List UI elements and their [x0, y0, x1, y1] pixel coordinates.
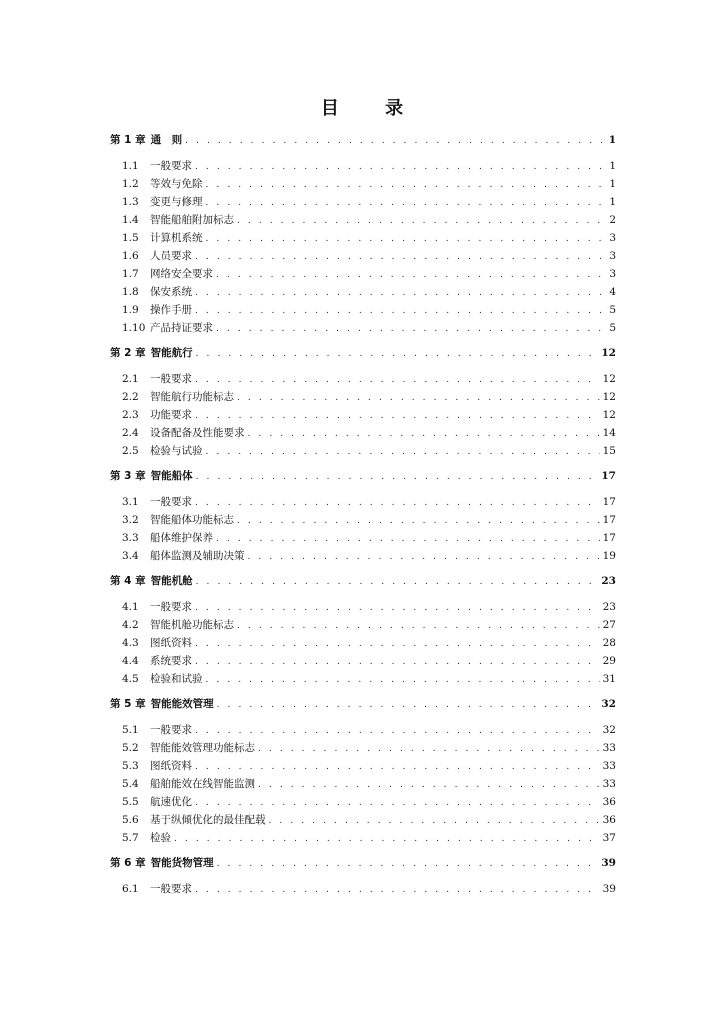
- section-number: 1.10: [122, 322, 146, 334]
- section-number: 5.4: [122, 778, 139, 790]
- section-title: 船体监测及辅助决策: [150, 550, 245, 562]
- toc-chapter-entry[interactable]: [110, 575, 616, 588]
- section-page-number: 1: [609, 160, 616, 172]
- section-page-number: 12: [602, 409, 616, 421]
- chapter-number: 第 2 章: [110, 347, 146, 359]
- section-number: 4.4: [122, 655, 139, 667]
- chapter-title: 智能能效管理: [150, 698, 214, 710]
- section-number: 4.1: [122, 601, 139, 613]
- dot-leader: [195, 161, 606, 174]
- chapter-title: 智能船体: [150, 470, 193, 482]
- dot-leader: [195, 410, 600, 423]
- section-title: 一般要求: [150, 373, 192, 385]
- section-title: 等效与免除: [150, 178, 203, 190]
- section-page-number: 4: [609, 286, 616, 298]
- section-page-number: 32: [602, 724, 616, 736]
- dot-leader: [216, 323, 606, 336]
- dot-leader: [195, 638, 600, 651]
- chapter-title: 智能货物管理: [150, 857, 214, 869]
- section-title: 图纸资料: [150, 637, 192, 649]
- section-page-number: 29: [602, 655, 616, 667]
- toc-section-entry[interactable]: [110, 514, 616, 527]
- toc-section-entry[interactable]: [110, 178, 616, 191]
- chapter-page-number: 1: [608, 134, 616, 146]
- dot-leader: [217, 858, 599, 871]
- toc-section-entry[interactable]: [110, 427, 616, 440]
- section-page-number: 19: [602, 550, 616, 562]
- section-page-number: 14: [602, 427, 616, 439]
- toc-chapter-entry[interactable]: [110, 347, 616, 360]
- chapter-number: 第 4 章: [110, 575, 146, 587]
- section-number: 3.3: [122, 532, 139, 544]
- toc-section-entry[interactable]: [110, 391, 616, 404]
- section-number: 2.1: [122, 373, 139, 385]
- dot-leader: [216, 533, 600, 546]
- section-number: 2.2: [122, 391, 139, 403]
- section-title: 功能要求: [150, 409, 192, 421]
- chapter-page-number: 12: [601, 347, 616, 359]
- dot-leader: [217, 699, 599, 712]
- toc-section-entry[interactable]: [110, 268, 616, 281]
- dot-leader: [195, 287, 606, 300]
- section-title: 船舶能效在线智能监测: [150, 778, 255, 790]
- section-page-number: 33: [602, 742, 616, 754]
- section-title: 一般要求: [150, 160, 192, 172]
- toc-section-entry[interactable]: [110, 742, 616, 755]
- toc-section-entry[interactable]: [110, 304, 616, 317]
- toc-section-entry[interactable]: [110, 250, 616, 263]
- toc-chapter-entry[interactable]: [110, 698, 616, 711]
- toc-section-entry[interactable]: [110, 655, 616, 668]
- dot-leader: [206, 446, 600, 459]
- dot-leader: [195, 602, 600, 615]
- dot-leader: [216, 269, 606, 282]
- chapter-title: 智能航行: [150, 347, 193, 359]
- section-page-number: 12: [602, 391, 616, 403]
- toc-section-entry[interactable]: [110, 286, 616, 299]
- section-page-number: 36: [602, 814, 616, 826]
- chapter-page-number: 23: [601, 575, 616, 587]
- toc-section-entry[interactable]: [110, 196, 616, 209]
- dot-leader: [195, 374, 600, 387]
- section-number: 1.9: [122, 304, 139, 316]
- section-title: 检验与试验: [150, 445, 203, 457]
- chapter-page-number: 39: [601, 857, 616, 869]
- section-number: 1.3: [122, 196, 139, 208]
- section-title: 一般要求: [150, 496, 192, 508]
- section-number: 5.5: [122, 796, 139, 808]
- chapter-page-number: 17: [601, 470, 616, 482]
- toc-section-entry[interactable]: [110, 883, 616, 896]
- dot-leader: [206, 179, 607, 192]
- section-title: 智能能效管理功能标志: [150, 742, 255, 754]
- dot-leader: [248, 428, 600, 441]
- toc-section-entry[interactable]: [110, 760, 616, 773]
- section-title: 船体维护保养: [150, 532, 213, 544]
- dot-leader: [195, 761, 600, 774]
- section-number: 4.3: [122, 637, 139, 649]
- section-number: 5.7: [122, 832, 139, 844]
- section-page-number: 17: [602, 532, 616, 544]
- section-title: 智能船舶附加标志: [150, 214, 234, 226]
- section-page-number: 17: [602, 514, 616, 526]
- section-number: 3.2: [122, 514, 139, 526]
- dot-leader: [237, 515, 600, 528]
- toc-section-entry[interactable]: [110, 673, 616, 686]
- chapter-number: 第 6 章: [110, 857, 146, 869]
- toc-section-entry[interactable]: [110, 532, 616, 545]
- section-number: 1.4: [122, 214, 139, 226]
- dot-leader: [195, 656, 600, 669]
- section-page-number: 17: [602, 496, 616, 508]
- section-number: 5.1: [122, 724, 139, 736]
- section-number: 1.7: [122, 268, 139, 280]
- chapter-number: 第 1 章: [110, 134, 146, 146]
- dot-leader: [195, 725, 600, 738]
- toc-section-entry[interactable]: [110, 445, 616, 458]
- section-title: 智能机舱功能标志: [150, 619, 234, 631]
- toc-section-entry[interactable]: [110, 214, 616, 227]
- dot-leader: [269, 815, 600, 828]
- section-page-number: 37: [602, 832, 616, 844]
- section-page-number: 5: [609, 322, 616, 334]
- dot-leader: [258, 779, 600, 792]
- section-number: 1.6: [122, 250, 139, 262]
- chapter-number: 第 5 章: [110, 698, 146, 710]
- dot-leader: [195, 797, 600, 810]
- toc-section-entry[interactable]: [110, 796, 616, 809]
- toc-section-entry[interactable]: [110, 160, 616, 173]
- chapter-title: 通 则: [150, 134, 183, 146]
- section-title: 智能航行功能标志: [150, 391, 234, 403]
- toc-section-entry[interactable]: [110, 601, 616, 614]
- section-title: 图纸资料: [150, 760, 192, 772]
- section-title: 系统要求: [150, 655, 192, 667]
- section-number: 5.3: [122, 760, 139, 772]
- dot-leader: [206, 674, 600, 687]
- section-title: 一般要求: [150, 601, 192, 613]
- section-page-number: 23: [602, 601, 616, 613]
- section-number: 6.1: [122, 883, 139, 895]
- dot-leader: [174, 833, 600, 846]
- section-number: 2.5: [122, 445, 139, 457]
- dot-leader: [196, 576, 599, 589]
- toc-section-entry[interactable]: [110, 832, 616, 845]
- chapter-title: 智能机舱: [150, 575, 193, 587]
- toc-section-entry[interactable]: [110, 814, 616, 827]
- toc-section-entry[interactable]: [110, 232, 616, 245]
- toc-section-entry[interactable]: [110, 322, 616, 335]
- section-page-number: 12: [602, 373, 616, 385]
- section-title: 变更与修理: [150, 196, 203, 208]
- section-number: 4.5: [122, 673, 139, 685]
- dot-leader: [195, 497, 600, 510]
- chapter-number: 第 3 章: [110, 470, 146, 482]
- toc-section-entry[interactable]: [110, 496, 616, 509]
- section-number: 5.6: [122, 814, 139, 826]
- section-page-number: 3: [609, 250, 616, 262]
- toc-chapter-entry[interactable]: [110, 470, 616, 483]
- section-number: 2.3: [122, 409, 139, 421]
- section-number: 5.2: [122, 742, 139, 754]
- section-title: 一般要求: [150, 724, 192, 736]
- section-number: 1.1: [122, 160, 139, 172]
- toc-section-entry[interactable]: [110, 550, 616, 563]
- toc-section-entry[interactable]: [110, 409, 616, 422]
- toc-section-entry[interactable]: [110, 637, 616, 650]
- section-number: 1.2: [122, 178, 139, 190]
- page-title: 目 录: [320, 98, 424, 119]
- section-page-number: 39: [602, 883, 616, 895]
- dot-leader: [195, 884, 600, 897]
- toc-chapter-entry[interactable]: [110, 857, 616, 870]
- toc-section-entry[interactable]: [110, 619, 616, 632]
- section-title: 计算机系统: [150, 232, 203, 244]
- section-title: 基于纵倾优化的最佳配载: [150, 814, 266, 826]
- section-number: 2.4: [122, 427, 139, 439]
- section-page-number: 1: [609, 178, 616, 190]
- section-title: 操作手册: [150, 304, 192, 316]
- dot-leader: [185, 135, 606, 148]
- section-page-number: 28: [602, 637, 616, 649]
- section-title: 设备配备及性能要求: [150, 427, 245, 439]
- section-number: 3.4: [122, 550, 139, 562]
- table-of-contents: [110, 134, 616, 908]
- section-title: 智能船体功能标志: [150, 514, 234, 526]
- section-page-number: 15: [602, 445, 616, 457]
- section-title: 检验和试验: [150, 673, 203, 685]
- section-page-number: 31: [602, 673, 616, 685]
- section-page-number: 27: [602, 619, 616, 631]
- section-page-number: 2: [609, 214, 616, 226]
- section-title: 人员要求: [150, 250, 192, 262]
- section-page-number: 3: [609, 232, 616, 244]
- toc-chapter-entry[interactable]: [110, 134, 616, 147]
- section-page-number: 33: [602, 778, 616, 790]
- section-number: 4.2: [122, 619, 139, 631]
- dot-leader: [237, 392, 600, 405]
- toc-section-entry[interactable]: [110, 724, 616, 737]
- section-page-number: 5: [609, 304, 616, 316]
- section-page-number: 33: [602, 760, 616, 772]
- dot-leader: [195, 251, 606, 264]
- dot-leader: [195, 305, 606, 318]
- dot-leader: [237, 215, 606, 228]
- section-page-number: 36: [602, 796, 616, 808]
- section-page-number: 3: [609, 268, 616, 280]
- section-title: 网络安全要求: [150, 268, 213, 280]
- dot-leader: [196, 348, 599, 361]
- section-title: 产品持证要求: [150, 322, 213, 334]
- section-title: 一般要求: [150, 883, 192, 895]
- dot-leader: [237, 620, 600, 633]
- dot-leader: [196, 471, 599, 484]
- section-title: 航速优化: [150, 796, 192, 808]
- section-title: 检验: [150, 832, 171, 844]
- toc-section-entry[interactable]: [110, 778, 616, 791]
- dot-leader: [258, 743, 600, 756]
- dot-leader: [248, 551, 600, 564]
- toc-section-entry[interactable]: [110, 373, 616, 386]
- section-number: 1.5: [122, 232, 139, 244]
- dot-leader: [206, 197, 607, 210]
- section-page-number: 1: [609, 196, 616, 208]
- section-title: 保安系统: [150, 286, 192, 298]
- section-number: 1.8: [122, 286, 139, 298]
- section-number: 3.1: [122, 496, 139, 508]
- dot-leader: [206, 233, 607, 246]
- chapter-page-number: 32: [601, 698, 616, 710]
